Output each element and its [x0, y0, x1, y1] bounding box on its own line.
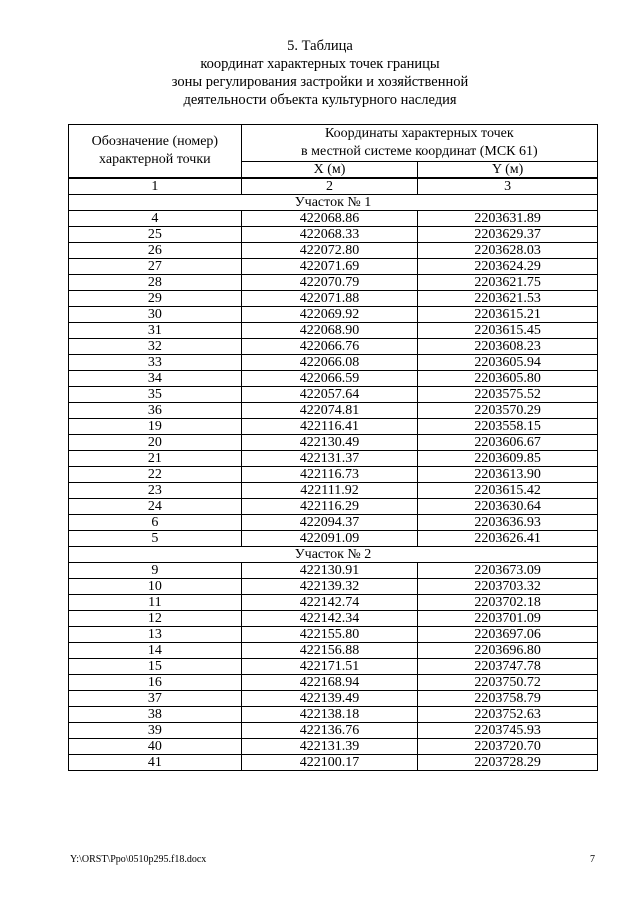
x-coordinate-cell: 422068.86: [241, 211, 418, 227]
point-number-cell: 20: [69, 435, 242, 451]
x-coordinate-cell: 422069.92: [241, 307, 418, 323]
point-number-cell: 30: [69, 307, 242, 323]
x-coordinate-cell: 422071.88: [241, 291, 418, 307]
x-coordinate-cell: 422074.81: [241, 403, 418, 419]
table-row: [69, 323, 598, 339]
table-row: [69, 227, 598, 243]
x-coordinate-cell: 422071.69: [241, 259, 418, 275]
section-title: Участок № 2: [69, 547, 598, 563]
table-row: [69, 355, 598, 371]
y-coordinate-cell: 2203703.32: [418, 579, 598, 595]
y-coordinate-cell: 2203696.80: [418, 643, 598, 659]
x-coordinate-cell: 422066.76: [241, 339, 418, 355]
table-title: [0, 37, 640, 109]
point-number-cell: 23: [69, 483, 242, 499]
y-coordinate-cell: 2203558.15: [418, 419, 598, 435]
y-coordinate-cell: 2203626.41: [418, 531, 598, 547]
header-x: X (м): [241, 162, 418, 179]
y-coordinate-cell: 2203605.80: [418, 371, 598, 387]
table-row: [69, 659, 598, 675]
x-coordinate-cell: 422139.32: [241, 579, 418, 595]
coordinates-table: [68, 124, 598, 771]
x-coordinate-cell: 422156.88: [241, 643, 418, 659]
point-number-cell: 37: [69, 691, 242, 707]
x-coordinate-cell: 422068.33: [241, 227, 418, 243]
table-row: [69, 755, 598, 771]
x-coordinate-cell: 422168.94: [241, 675, 418, 691]
point-number-cell: 31: [69, 323, 242, 339]
point-number-cell: 22: [69, 467, 242, 483]
y-coordinate-cell: 2203605.94: [418, 355, 598, 371]
section-row: [69, 195, 598, 211]
col-number-3: 3: [418, 178, 598, 195]
x-coordinate-cell: 422142.74: [241, 595, 418, 611]
y-coordinate-cell: 2203630.64: [418, 499, 598, 515]
point-number-cell: 12: [69, 611, 242, 627]
y-coordinate-cell: 2203615.42: [418, 483, 598, 499]
point-number-cell: 9: [69, 563, 242, 579]
y-coordinate-cell: 2203673.09: [418, 563, 598, 579]
table-row: [69, 339, 598, 355]
table-row: [69, 307, 598, 323]
point-number-cell: 14: [69, 643, 242, 659]
y-coordinate-cell: 2203606.67: [418, 435, 598, 451]
x-coordinate-cell: 422131.37: [241, 451, 418, 467]
table-row: [69, 259, 598, 275]
table-row: [69, 643, 598, 659]
footer-file-path: Y:\ORST\Ppo\0510p295.f18.docx: [70, 854, 207, 865]
table-row: [69, 435, 598, 451]
title-line-4: деятельности объекта культурного наследия: [183, 92, 457, 108]
table-body: [69, 195, 598, 771]
y-coordinate-cell: 2203631.89: [418, 211, 598, 227]
section-title: Участок № 1: [69, 195, 598, 211]
table-row: [69, 403, 598, 419]
point-number-cell: 10: [69, 579, 242, 595]
point-number-cell: 28: [69, 275, 242, 291]
table-row: [69, 387, 598, 403]
table-row: [69, 723, 598, 739]
point-number-cell: 5: [69, 531, 242, 547]
table-row: [69, 483, 598, 499]
x-coordinate-cell: 422171.51: [241, 659, 418, 675]
point-number-cell: 36: [69, 403, 242, 419]
table-row: [69, 451, 598, 467]
table-row: [69, 595, 598, 611]
title-line-1: 5. Таблица: [287, 38, 353, 54]
col-number-2: 2: [241, 178, 418, 195]
x-coordinate-cell: 422091.09: [241, 531, 418, 547]
x-coordinate-cell: 422094.37: [241, 515, 418, 531]
x-coordinate-cell: 422131.39: [241, 739, 418, 755]
point-number-cell: 11: [69, 595, 242, 611]
footer-page-number: 7: [590, 854, 595, 865]
point-number-cell: 38: [69, 707, 242, 723]
y-coordinate-cell: 2203624.29: [418, 259, 598, 275]
y-coordinate-cell: 2203745.93: [418, 723, 598, 739]
point-number-cell: 41: [69, 755, 242, 771]
y-coordinate-cell: 2203701.09: [418, 611, 598, 627]
y-coordinate-cell: 2203629.37: [418, 227, 598, 243]
point-number-cell: 34: [69, 371, 242, 387]
y-coordinate-cell: 2203575.52: [418, 387, 598, 403]
col-number-1: 1: [69, 178, 242, 195]
x-coordinate-cell: 422072.80: [241, 243, 418, 259]
x-coordinate-cell: 422138.18: [241, 707, 418, 723]
x-coordinate-cell: 422142.34: [241, 611, 418, 627]
table-row: [69, 291, 598, 307]
table-row: [69, 675, 598, 691]
table-row: [69, 531, 598, 547]
table-row: [69, 691, 598, 707]
point-number-cell: 4: [69, 211, 242, 227]
y-coordinate-cell: 2203621.53: [418, 291, 598, 307]
point-number-cell: 15: [69, 659, 242, 675]
point-number-cell: 13: [69, 627, 242, 643]
x-coordinate-cell: 422130.49: [241, 435, 418, 451]
x-coordinate-cell: 422066.59: [241, 371, 418, 387]
point-number-cell: 24: [69, 499, 242, 515]
x-coordinate-cell: 422116.41: [241, 419, 418, 435]
table-row: [69, 627, 598, 643]
header-coords: [241, 125, 597, 162]
y-coordinate-cell: 2203628.03: [418, 243, 598, 259]
header-y: Y (м): [418, 162, 598, 179]
point-number-cell: 27: [69, 259, 242, 275]
x-coordinate-cell: 422136.76: [241, 723, 418, 739]
table-row: [69, 211, 598, 227]
point-number-cell: 33: [69, 355, 242, 371]
section-row: [69, 547, 598, 563]
table-row: [69, 563, 598, 579]
x-coordinate-cell: 422116.73: [241, 467, 418, 483]
table-row: [69, 419, 598, 435]
x-coordinate-cell: 422068.90: [241, 323, 418, 339]
x-coordinate-cell: 422066.08: [241, 355, 418, 371]
point-number-cell: 25: [69, 227, 242, 243]
point-number-cell: 32: [69, 339, 242, 355]
point-number-cell: 40: [69, 739, 242, 755]
point-number-cell: 6: [69, 515, 242, 531]
table-row: [69, 611, 598, 627]
header-coords-line-1: Координаты характерных точек: [325, 126, 514, 141]
x-coordinate-cell: 422116.29: [241, 499, 418, 515]
y-coordinate-cell: 2203609.85: [418, 451, 598, 467]
point-number-cell: 26: [69, 243, 242, 259]
point-number-cell: 19: [69, 419, 242, 435]
table-row: [69, 467, 598, 483]
y-coordinate-cell: 2203621.75: [418, 275, 598, 291]
y-coordinate-cell: 2203728.29: [418, 755, 598, 771]
x-coordinate-cell: 422155.80: [241, 627, 418, 643]
x-coordinate-cell: 422130.91: [241, 563, 418, 579]
table-row: [69, 371, 598, 387]
x-coordinate-cell: 422057.64: [241, 387, 418, 403]
y-coordinate-cell: 2203615.21: [418, 307, 598, 323]
point-number-cell: 39: [69, 723, 242, 739]
header-point: Обозначение (номер) характерной точки: [69, 125, 242, 179]
table-row: [69, 499, 598, 515]
y-coordinate-cell: 2203570.29: [418, 403, 598, 419]
y-coordinate-cell: 2203750.72: [418, 675, 598, 691]
y-coordinate-cell: 2203636.93: [418, 515, 598, 531]
x-coordinate-cell: 422139.49: [241, 691, 418, 707]
title-line-2: координат характерных точек границы: [200, 56, 440, 72]
table-row: [69, 275, 598, 291]
header-coords-line-2: в местной системе координат (МСК 61): [301, 144, 538, 159]
y-coordinate-cell: 2203615.45: [418, 323, 598, 339]
y-coordinate-cell: 2203752.63: [418, 707, 598, 723]
point-number-cell: 35: [69, 387, 242, 403]
table-row: [69, 579, 598, 595]
y-coordinate-cell: 2203697.06: [418, 627, 598, 643]
y-coordinate-cell: 2203702.18: [418, 595, 598, 611]
y-coordinate-cell: 2203758.79: [418, 691, 598, 707]
y-coordinate-cell: 2203613.90: [418, 467, 598, 483]
y-coordinate-cell: 2203747.78: [418, 659, 598, 675]
title-line-3: зоны регулирования застройки и хозяйственной: [171, 74, 469, 90]
point-number-cell: 16: [69, 675, 242, 691]
table-row: [69, 243, 598, 259]
x-coordinate-cell: 422070.79: [241, 275, 418, 291]
table-row: [69, 515, 598, 531]
x-coordinate-cell: 422100.17: [241, 755, 418, 771]
table-row: [69, 707, 598, 723]
point-number-cell: 29: [69, 291, 242, 307]
y-coordinate-cell: 2203608.23: [418, 339, 598, 355]
x-coordinate-cell: 422111.92: [241, 483, 418, 499]
table-row: [69, 739, 598, 755]
point-number-cell: 21: [69, 451, 242, 467]
y-coordinate-cell: 2203720.70: [418, 739, 598, 755]
